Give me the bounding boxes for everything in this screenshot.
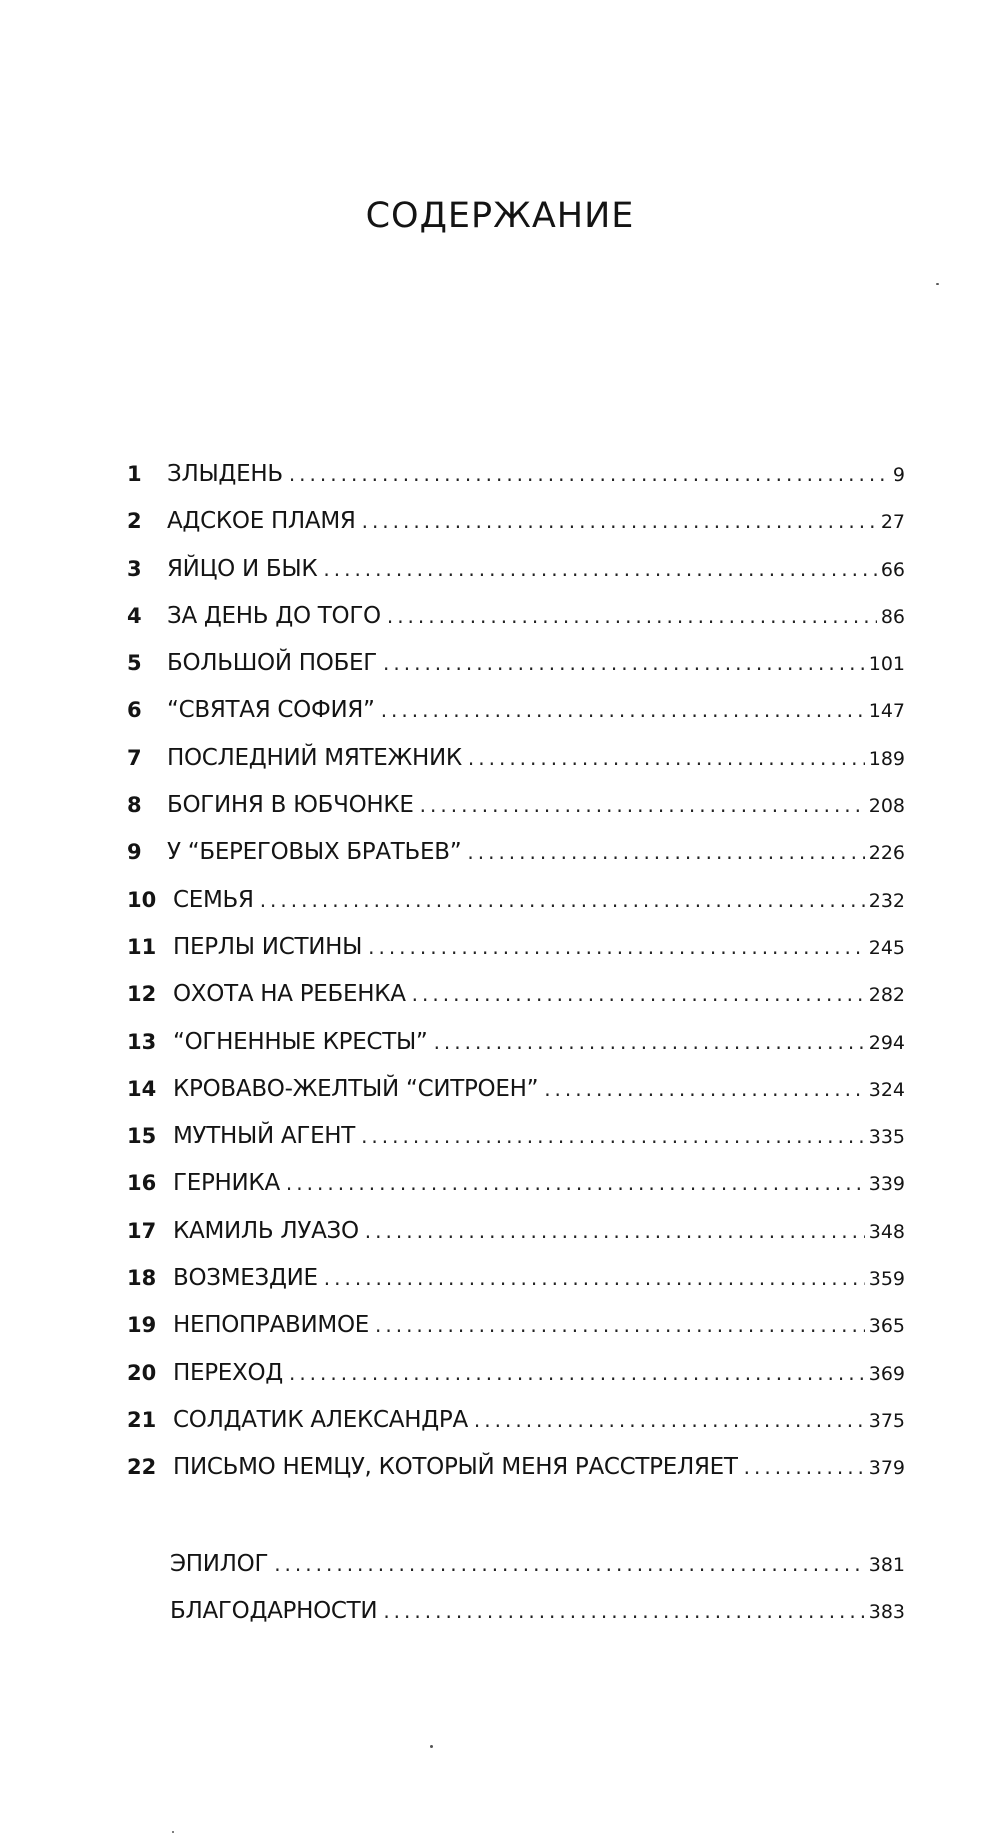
chapter-number: 11	[127, 934, 157, 959]
chapter-title: БОГИНЯ В ЮБЧОНКЕ	[167, 792, 414, 819]
chapter-number: 9	[127, 840, 142, 865]
dot-leader	[412, 982, 865, 1006]
scan-speck	[172, 1831, 174, 1833]
page-number: 189	[868, 747, 905, 770]
dot-leader	[544, 1077, 865, 1101]
page-number: 335	[868, 1126, 905, 1149]
toc-entry[interactable]	[127, 1360, 905, 1407]
dot-leader	[365, 1219, 865, 1243]
page-number: 348	[868, 1220, 905, 1243]
toc-entry[interactable]	[127, 603, 905, 650]
page-title: СОДЕРЖАНИЕ	[365, 196, 635, 236]
dot-leader	[274, 1552, 865, 1576]
dot-leader	[260, 888, 865, 912]
page-number: 383	[868, 1601, 905, 1624]
page-number: 147	[868, 700, 905, 723]
chapter-number: 20	[127, 1360, 157, 1385]
dot-leader	[434, 1030, 865, 1054]
toc-entry[interactable]	[127, 1407, 905, 1454]
chapter-number: 2	[127, 509, 142, 534]
page-number: 101	[868, 653, 905, 676]
page-number: 282	[868, 984, 905, 1007]
chapter-number: 12	[127, 982, 157, 1007]
chapter-number: 4	[127, 603, 142, 628]
dot-leader	[474, 1408, 865, 1432]
chapter-number: 6	[127, 698, 142, 723]
chapter-title: ГЕРНИКА	[173, 1170, 280, 1197]
dot-leader	[468, 746, 865, 770]
chapter-title: ВОЗМЕЗДИЕ	[173, 1265, 318, 1292]
toc-entry[interactable]	[127, 697, 905, 744]
chapter-number: 16	[127, 1171, 157, 1196]
toc-entry[interactable]	[127, 461, 905, 508]
dot-leader	[368, 935, 865, 959]
toc-entry[interactable]	[127, 981, 905, 1028]
toc-entry[interactable]	[127, 1170, 905, 1217]
dot-leader	[289, 462, 889, 486]
page-number: 232	[868, 889, 905, 912]
chapter-title: ПЕРЕХОД	[173, 1359, 283, 1386]
toc-entry[interactable]	[127, 887, 905, 934]
dot-leader	[289, 1361, 865, 1385]
page-number: 369	[868, 1362, 905, 1385]
chapter-title: МУТНЫЙ АГЕНТ	[173, 1123, 356, 1150]
chapter-number: 1	[127, 462, 142, 486]
toc-entry[interactable]	[127, 1265, 905, 1312]
section-title: ЭПИЛОГ	[170, 1551, 269, 1577]
toc-entry[interactable]	[127, 508, 905, 555]
dot-leader	[361, 1124, 865, 1148]
toc-entry[interactable]	[127, 1029, 905, 1076]
chapter-number: 21	[127, 1407, 157, 1432]
chapter-title: ЗА ДЕНЬ ДО ТОГО	[167, 602, 381, 629]
dot-leader	[467, 840, 864, 864]
dot-leader	[383, 1599, 864, 1623]
chapter-title: “ОГНЕННЫЕ КРЕСТЫ”	[173, 1028, 428, 1055]
dot-leader	[362, 509, 877, 533]
chapter-title: БОЛЬШОЙ ПОБЕГ	[167, 650, 378, 677]
chapter-title: СОЛДАТИК АЛЕКСАНДРА	[173, 1406, 468, 1433]
toc-entry-acknowledgements[interactable]	[170, 1598, 905, 1645]
scan-speck	[936, 283, 939, 285]
page-number: 208	[868, 795, 905, 818]
dot-leader	[323, 557, 876, 581]
page-number: 381	[868, 1554, 905, 1576]
chapter-title: КРОВАВО-ЖЕЛТЫЙ “СИТРОЕН”	[173, 1075, 539, 1102]
table-of-contents	[127, 461, 905, 1502]
toc-entry[interactable]	[127, 792, 905, 839]
chapter-title: ПЕРЛЫ ИСТИНЫ	[173, 933, 363, 960]
chapter-number: 5	[127, 651, 142, 676]
dot-leader	[324, 1266, 865, 1290]
page-number: 324	[868, 1078, 905, 1101]
page-number: 294	[868, 1031, 905, 1054]
chapter-title: ЯЙЦО И БЫК	[167, 555, 318, 582]
chapter-number: 14	[127, 1076, 157, 1101]
dot-leader	[286, 1171, 865, 1195]
toc-entry[interactable]	[127, 745, 905, 792]
chapter-title: НЕПОПРАВИМОЕ	[173, 1312, 369, 1339]
page-number: 245	[868, 936, 905, 959]
toc-entry[interactable]	[127, 1218, 905, 1265]
chapter-number: 15	[127, 1124, 157, 1149]
chapter-title: ЗЛЫДЕНЬ	[167, 461, 283, 487]
chapter-title: АДСКОЕ ПЛАМЯ	[167, 508, 356, 535]
page-number: 9	[892, 464, 905, 486]
page-number: 365	[868, 1315, 905, 1338]
toc-entry[interactable]	[127, 1123, 905, 1170]
dot-leader	[375, 1313, 865, 1337]
page-number: 27	[880, 511, 905, 534]
toc-entry[interactable]	[127, 1454, 905, 1501]
dot-leader	[381, 698, 865, 722]
scan-speck	[430, 1745, 433, 1748]
back-matter-list	[170, 1551, 905, 1646]
dot-leader	[383, 651, 865, 675]
chapter-number: 3	[127, 556, 142, 581]
chapter-number: 22	[127, 1455, 157, 1480]
page-number: 226	[868, 842, 905, 865]
page-number: 86	[880, 605, 905, 628]
chapter-title: КАМИЛЬ ЛУАЗО	[173, 1217, 359, 1244]
chapter-number: 19	[127, 1313, 157, 1338]
toc-entry[interactable]	[127, 1312, 905, 1359]
page-number: 375	[868, 1409, 905, 1432]
chapter-number: 7	[127, 745, 142, 770]
chapter-title: ОХОТА НА РЕБЕНКА	[173, 981, 406, 1008]
chapter-number: 8	[127, 793, 142, 818]
chapter-title: СЕМЬЯ	[173, 886, 254, 913]
chapter-number: 17	[127, 1218, 157, 1243]
page-number: 66	[880, 558, 905, 581]
toc-entry[interactable]	[127, 1076, 905, 1123]
chapter-title: “СВЯТАЯ СОФИЯ”	[167, 697, 375, 724]
chapter-title: ПОСЛЕДНИЙ МЯТЕЖНИК	[167, 744, 462, 771]
chapter-number: 10	[127, 887, 157, 912]
dot-leader	[420, 793, 865, 817]
chapter-title: У “БЕРЕГОВЫХ БРАТЬЕВ”	[167, 839, 462, 866]
toc-entry[interactable]	[127, 556, 905, 603]
chapter-number: 13	[127, 1029, 157, 1054]
page-number: 379	[868, 1457, 905, 1480]
dot-leader	[387, 604, 877, 628]
page-number: 359	[868, 1268, 905, 1291]
page-number: 339	[868, 1173, 905, 1196]
dot-leader	[744, 1455, 865, 1479]
toc-entry[interactable]	[127, 650, 905, 697]
toc-entry[interactable]	[127, 839, 905, 886]
chapter-title: ПИСЬМО НЕМЦУ, КОТОРЫЙ МЕНЯ РАССТРЕЛЯЕТ	[173, 1454, 738, 1481]
toc-entry-epilogue[interactable]	[170, 1551, 905, 1598]
toc-entry[interactable]	[127, 934, 905, 981]
chapter-number: 18	[127, 1266, 157, 1291]
section-title: БЛАГОДАРНОСТИ	[170, 1598, 378, 1625]
